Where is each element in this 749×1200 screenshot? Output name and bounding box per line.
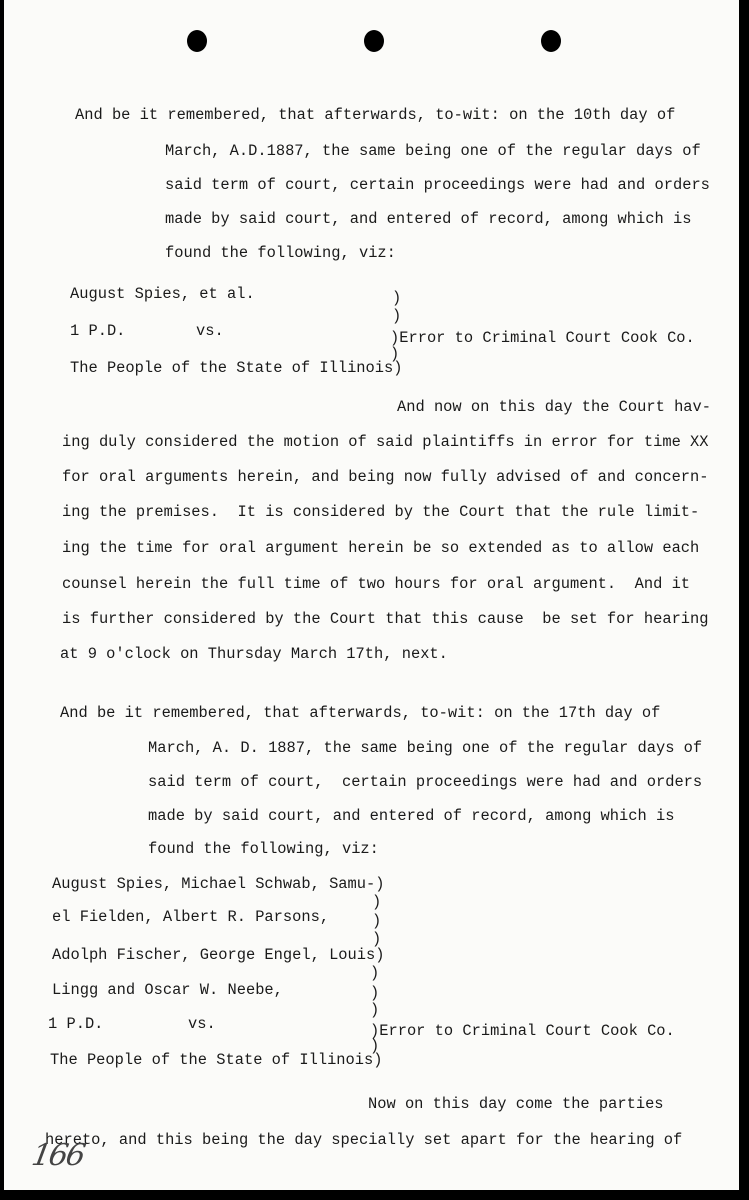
order-line: is further considered by the Court that this cause be set for hearing — [62, 610, 709, 628]
caption-plaintiffs-line: Adolph Fischer, George Engel, Louis) — [52, 946, 385, 964]
caption-paren: ) — [392, 307, 402, 325]
intro-line: found the following, viz: — [165, 244, 396, 262]
caption-paren: ) — [370, 1037, 380, 1055]
order-line: Now on this day come the parties — [368, 1095, 664, 1113]
caption-pd: 1 P.D. — [70, 322, 126, 340]
intro-line: made by said court, and entered of record, among which is — [148, 807, 675, 825]
punch-hole-icon — [187, 30, 207, 52]
handwritten-page-number: 166 — [28, 1138, 87, 1173]
order-line: And now on this day the Court hav- — [397, 398, 712, 416]
intro-line: said term of court, certain proceedings were had and orders — [148, 773, 703, 791]
caption-defendant: The People of the State of Illinois) — [50, 1051, 383, 1069]
caption-error: )Error to Criminal Court Cook Co. — [370, 1022, 675, 1040]
intro-line: And be it remembered, that afterwards, to-wit: on the 10th day of — [75, 106, 676, 124]
order-line: ing duly considered the motion of said plaintiffs in error for time XX — [62, 433, 709, 451]
caption-error: )Error to Criminal Court Cook Co. — [390, 329, 695, 347]
intro-line: And be it remembered, that afterwards, to-wit: on the 17th day of — [60, 704, 661, 722]
order-line: at 9 o'clock on Thursday March 17th, next. — [60, 645, 448, 663]
intro-line: found the following, viz: — [148, 840, 379, 858]
caption-vs: vs. — [188, 1015, 216, 1033]
punch-hole-icon — [541, 30, 561, 52]
caption-paren: ) — [372, 912, 382, 930]
intro-line: said term of court, certain proceedings were had and orders — [165, 176, 710, 194]
order-line: hereto, and this being the day specially set apart for the hearing of — [45, 1131, 683, 1149]
order-line: ing the premises. It is considered by the Court that the rule limit- — [62, 503, 700, 521]
caption-paren: ) — [392, 289, 402, 307]
caption-plaintiffs: August Spies, et al. — [70, 285, 255, 303]
caption-paren: ) — [370, 1001, 380, 1019]
intro-line: March, A.D.1887, the same being one of the regular days of — [165, 142, 701, 160]
intro-line: made by said court, and entered of record, among which is — [165, 210, 692, 228]
caption-paren: ) — [372, 893, 382, 911]
caption-paren: ) — [390, 345, 400, 363]
caption-pd: 1 P.D. — [48, 1015, 104, 1033]
caption-plaintiffs-line: Lingg and Oscar W. Neebe, — [52, 981, 283, 999]
caption-plaintiffs-line: August Spies, Michael Schwab, Samu-) — [52, 875, 385, 893]
order-line: counsel herein the full time of two hours for oral argument. And it — [62, 575, 691, 593]
caption-vs: vs. — [196, 322, 224, 340]
intro-line: March, A. D. 1887, the same being one of the regular days of — [148, 739, 703, 757]
caption-paren: ) — [372, 930, 382, 948]
caption-defendant: The People of the State of Illinois) — [70, 359, 403, 377]
order-line: ing the time for oral argument herein be so extended as to allow each — [62, 539, 700, 557]
order-line: for oral arguments herein, and being now fully advised of and concern- — [62, 468, 709, 486]
caption-plaintiffs-line: el Fielden, Albert R. Parsons, — [52, 908, 330, 926]
caption-paren: ) — [370, 964, 380, 982]
punch-hole-icon — [364, 30, 384, 52]
caption-paren: ) — [370, 984, 380, 1002]
